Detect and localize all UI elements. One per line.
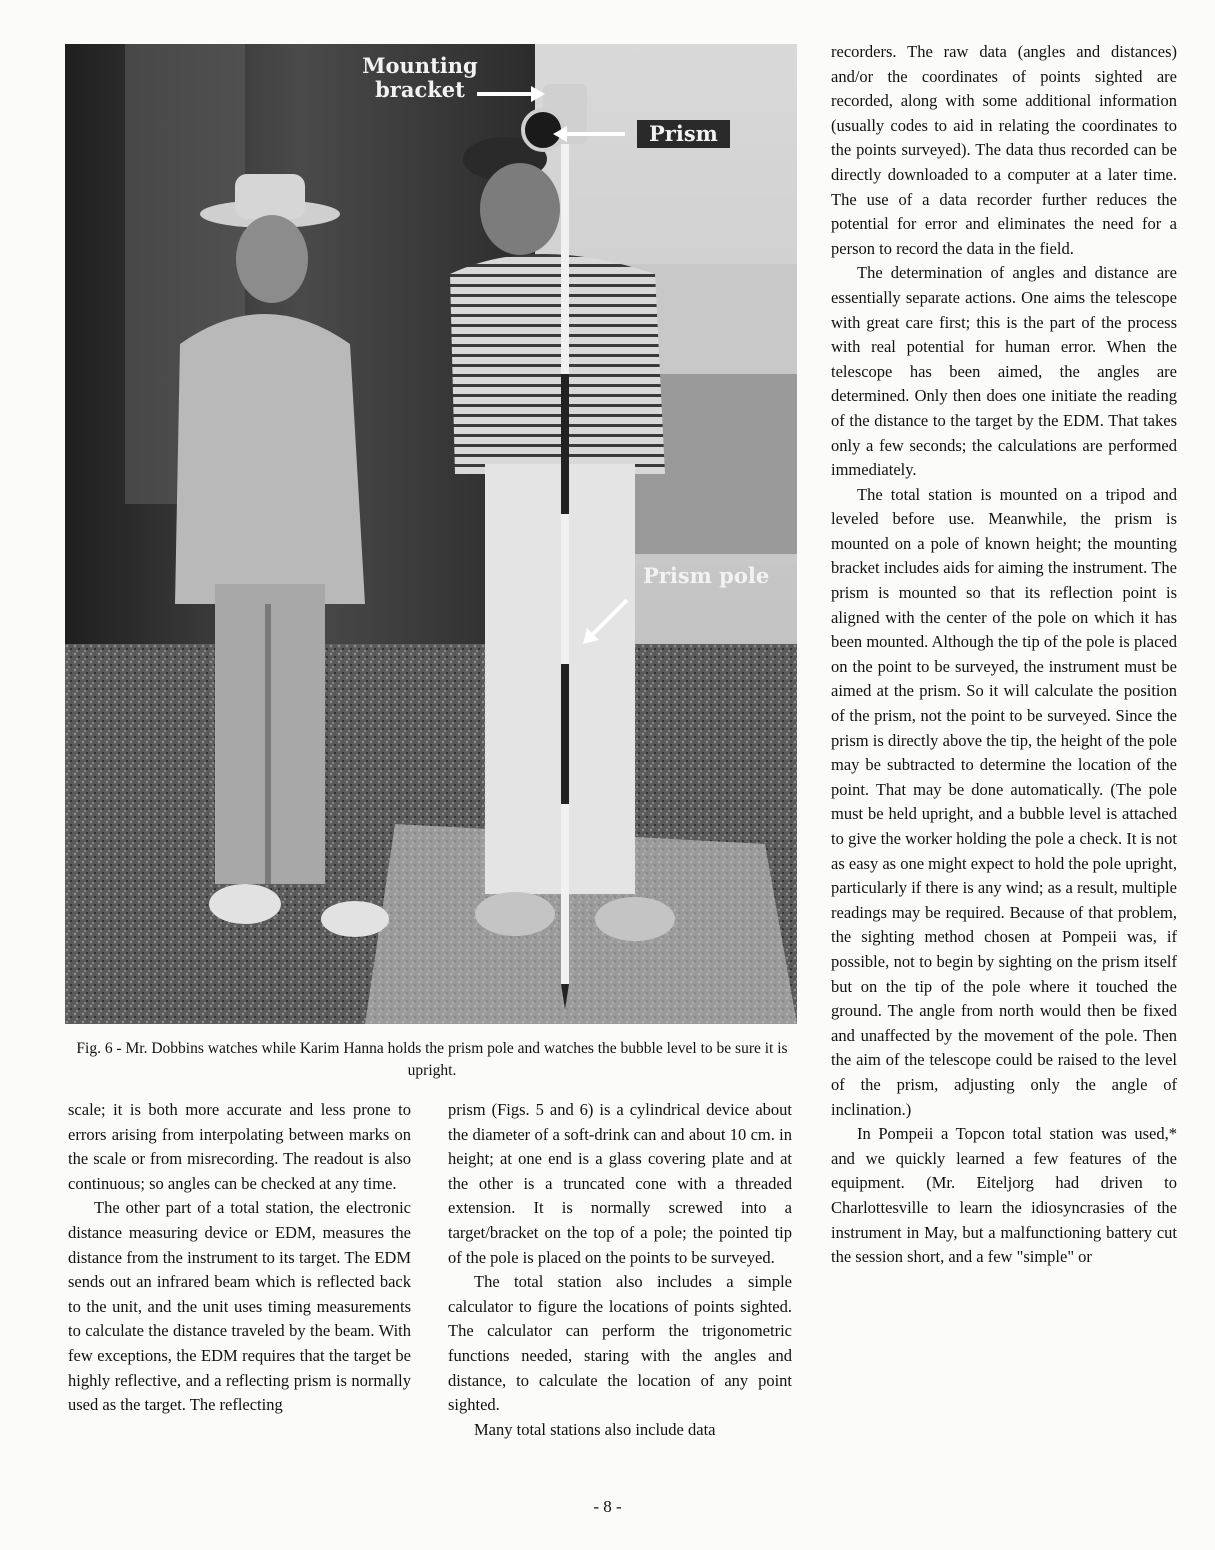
middle-column — [448, 1098, 792, 1442]
figure-caption: Fig. 6 - Mr. Dobbins watches while Karim Hanna holds the prism pole and watches the bubble level to be sure it is upright. — [76, 1040, 788, 1080]
photo-illustration — [65, 44, 797, 1024]
paragraph: The total station is mounted on a tripod and leveled before use. Meanwhile, the prism is mounted on a pole of known height; the mounting bracket includes aids for aiming the instrument. The prism is mounted so that its reflection point is aligned with the center of the pole on which it has been mounted. Although the tip of the pole is placed on the point to be surveyed, the instrument must be aimed at the prism. So it will calculate the position of the prism, not the point to be surveyed. Since the prism is directly above the tip, the height of the pole may be subtracted to determine the location of the point. That may be done automatically. (The pole must be held upright, and a bubble level is attached to give the worker holding the pole a check. It is not as easy as one might expect to hold the pole upright, particularly if there is any wind; as a result, multiple readings may be required. Because of that problem, the sighting method chosen at Pompeii was, if possible, not to begin by sighting on the prism itself but on the tip of the pole where it touched the ground. The angle from north would then be fixed and unaffected by the movement of the pole. Then the aim of the telescope could be raised to the level of the prism, adjusting only the angle of inclination.) — [831, 484, 1177, 1119]
mounting-bracket-label: Mounting bracket — [362, 53, 478, 103]
left-column — [68, 1098, 411, 1418]
paragraph: The total station also includes a simple calculator to figure the locations of points sighted. The calculator can perform the trigonometric functions needed, staring with the angles and distance, to calculate the location of any point sighted. — [448, 1272, 792, 1415]
paragraph: The determination of angles and distance are essentially separate actions. One aims the telescope with great care first; this is the part of the process with real potential for human error. When the telescope has been aimed, the angles are determined. Only then does one initiate the reading of the distance to the target by the EDM. That takes only a few seconds; the calculations are performed immediately. — [831, 263, 1177, 480]
paragraph: recorders. The raw data (angles and distances) and/or the coordinates of points sighted are recorded, along with some additional information (usually codes to aid in relating the coordinates to the points surveyed). The data thus recorded can be directly downloaded to a computer at a later time. The use of a data recorder further reduces the potential for error and eliminates the need for a person to record the data in the field. — [831, 42, 1177, 258]
right-column — [831, 40, 1177, 1270]
paragraph: In Pompeii a Topcon total station was used,* and we quickly learned a few features of the equipment. (Mr. Eiteljorg had driven to Charlottesville to learn the idiosyncrasies of the instrument in May, but a malfunctioning battery cut the session short, and a few "simple" or — [831, 1124, 1177, 1267]
prism-pole-label: Prism pole — [643, 563, 770, 588]
page-number: - 8 - — [593, 1497, 622, 1516]
prism-label: Prism — [637, 120, 730, 148]
paragraph: prism (Figs. 5 and 6) is a cylindrical device about the diameter of a soft-drink can and about 10 cm. in height; at one end is a glass covering plate and at the other is a truncated cone with a threaded extension. It is normally screwed into a target/bracket on the top of a pole; the pointed tip of the pole is placed on the points to be surveyed. — [448, 1100, 792, 1267]
figure-photo — [65, 44, 797, 1024]
paragraph: The other part of a total station, the electronic distance measuring device or EDM, measures the distance from the instrument to its target. The EDM sends out an infrared beam which is reflected back to the unit, and the unit uses timing measurements to calculate the distance traveled by the beam. With few exceptions, the EDM requires that the target be highly reflective, and a reflecting prism is normally used as the target. The reflecting — [68, 1198, 411, 1415]
paragraph: Many total stations also include data — [474, 1419, 716, 1439]
paragraph: scale; it is both more accurate and less prone to errors arising from interpolating between marks on the scale or from misrecording. The readout is also continuous; so angles can be checked at any time. — [68, 1100, 411, 1193]
